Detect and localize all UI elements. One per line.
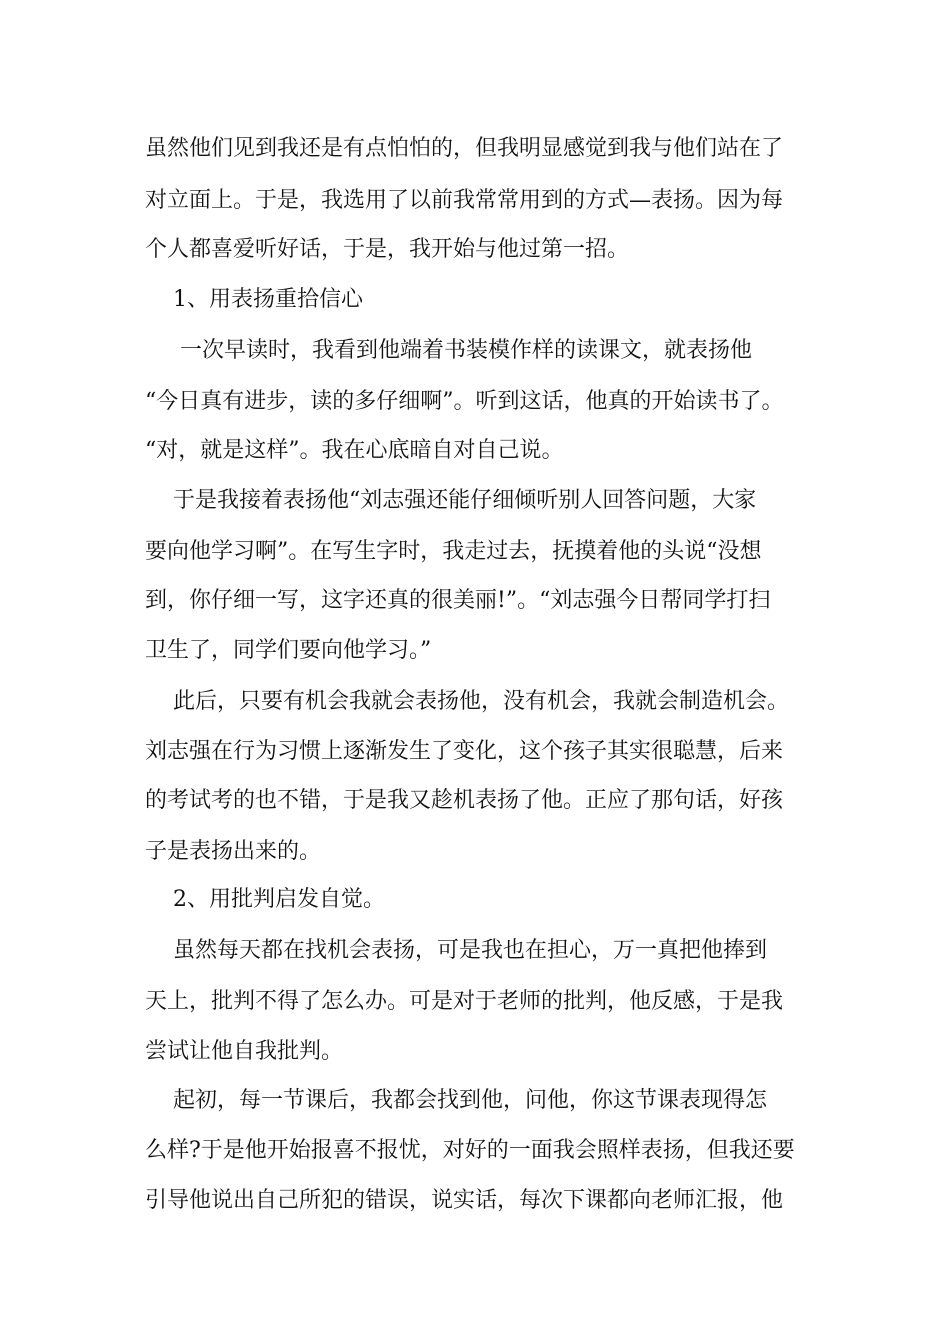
text-line: 一次早读时，我看到他端着书装模作样的读课文，就表扬他 — [145, 338, 752, 363]
section-heading: 1、用表扬重拾信心 — [145, 287, 363, 312]
text-line: 尝试让他自我批判。 — [145, 1039, 344, 1064]
text-line: 起初，每一节课后，我都会找到他，问他，你这节课表现得怎 — [145, 1088, 767, 1113]
text-line: 此后，只要有机会我就会表扬他，没有机会，我就会制造机会。 — [145, 689, 789, 714]
text-line: 么样?于是他开始报喜不报忧，对好的一面我会照样表扬，但我还要 — [145, 1138, 795, 1163]
text-line: 虽然每天都在找机会表扬，可是我也在担心，万一真把他捧到 — [145, 938, 767, 963]
text-line: 引导他说出自己所犯的错误，说实话，每次下课都向老师汇报，他 — [145, 1188, 784, 1213]
text-line: 对立面上。于是，我选用了以前我常常用到的方式—表扬。因为每 — [145, 188, 784, 213]
text-line: “对，就是这样”。我在心底暗自对自己说。 — [145, 438, 564, 463]
text-line: 子是表扬出来的。 — [145, 839, 322, 864]
text-line: “今日真有进步，读的多仔细啊”。听到这话，他真的开始读书了。 — [145, 389, 784, 414]
section-heading: 2、用批判启发自觉。 — [145, 887, 385, 912]
text-line: 虽然他们见到我还是有点怕怕的，但我明显感觉到我与他们站在了 — [145, 136, 784, 161]
text-line: 于是我接着表扬他“刘志强还能仔细倾听别人回答问题，大家 — [145, 488, 757, 513]
text-line: 卫生了，同学们要向他学习。” — [145, 638, 432, 663]
text-line: 的考试考的也不错，于是我又趁机表扬了他。正应了那句话，好孩 — [145, 788, 784, 813]
text-line: 要向他学习啊”。在写生字时，我走过去，抚摸着他的头说“没想 — [145, 539, 762, 564]
text-line: 到，你仔细一写，这字还真的很美丽!”。“刘志强今日帮同学打扫 — [145, 588, 771, 613]
text-line: 刘志强在行为习惯上逐渐发生了变化，这个孩子其实很聪慧，后来 — [145, 739, 784, 764]
text-line: 天上，批判不得了怎么办。可是对于老师的批判，他反感，于是我 — [145, 989, 784, 1014]
text-line: 个人都喜爱听好话，于是，我开始与他过第一招。 — [145, 237, 630, 262]
